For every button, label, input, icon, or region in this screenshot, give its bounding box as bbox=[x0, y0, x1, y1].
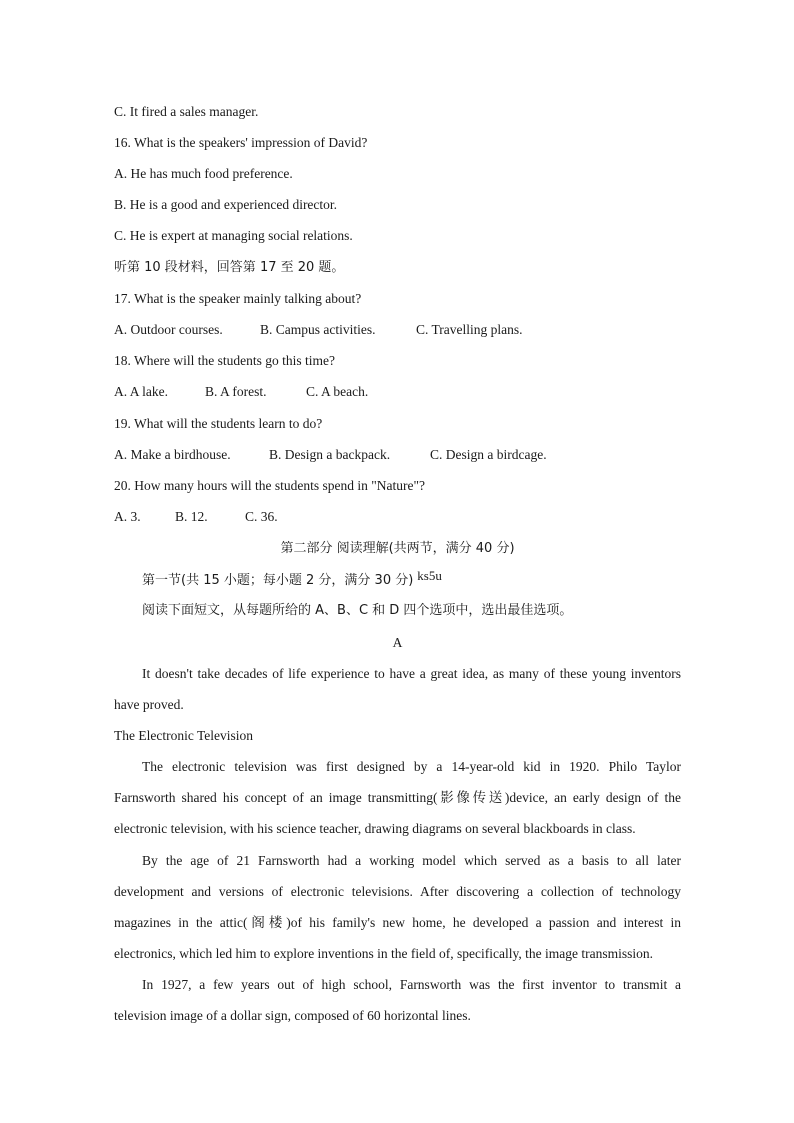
section-one-heading bbox=[142, 568, 442, 590]
passage-intro-line-2: have proved. bbox=[114, 697, 184, 712]
q20-option-b: B. 12. bbox=[175, 509, 208, 524]
passage-intro-line-1: It doesn't take decades of life experience to have a great idea, as many of these young inventors bbox=[142, 666, 681, 681]
paragraph-1-line-1: The electronic television was first designed by a 14-year-old kid in 1920. Philo Taylor bbox=[142, 759, 681, 774]
ks5u-watermark: ks5u bbox=[417, 568, 442, 583]
paragraph-2-line-2: development and versions of electronic televisions. After discovering a collection of technology bbox=[114, 884, 681, 899]
q18-stem: 18. Where will the students go this time? bbox=[114, 353, 335, 368]
q18-option-c: C. A beach. bbox=[306, 384, 369, 399]
paragraph-1-line-2: Farnsworth shared his concept of an image transmitting(影像传送)device, an early design of the bbox=[114, 790, 681, 805]
q16-option-c: C. He is expert at managing social relations. bbox=[114, 228, 353, 243]
q19-stem: 19. What will the students learn to do? bbox=[114, 416, 323, 431]
q20-option-c: C. 36. bbox=[245, 509, 278, 524]
paragraph-1-line-3: electronic television, with his science teacher, drawing diagrams on several blackboards in class. bbox=[114, 821, 636, 836]
q18-option-a: A. A lake. bbox=[114, 384, 168, 399]
q16-option-b: B. He is a good and experienced director. bbox=[114, 197, 338, 212]
q17-option-c: C. Travelling plans. bbox=[416, 322, 523, 337]
paragraph-3-line-2: television image of a dollar sign, composed of 60 horizontal lines. bbox=[114, 1008, 471, 1023]
passage-heading: The Electronic Television bbox=[114, 728, 254, 743]
q17-option-a: A. Outdoor courses. bbox=[114, 322, 223, 337]
passage-label: A bbox=[392, 635, 403, 650]
paragraph-3-line-1: In 1927, a few years out of high school, Farnsworth was the first inventor to transmit a bbox=[142, 977, 681, 992]
section-one-label: 第一节(共 15 小题；每小题 2 分，满分 30 分) bbox=[142, 573, 414, 588]
paragraph-2-line-4: electronics, which led him to explore inventions in the field of, specifically, the image transmission. bbox=[114, 946, 653, 961]
reading-instruction: 阅读下面短文，从每题所给的 A、B、C 和 D 四个选项中，选出最佳选项。 bbox=[142, 603, 573, 618]
q19-option-b: B. Design a backpack. bbox=[269, 447, 391, 462]
q17-option-b: B. Campus activities. bbox=[260, 322, 376, 337]
q20-option-a: A. 3. bbox=[114, 509, 141, 524]
section-10-instruction: 听第 10 段材料，回答第 17 至 20 题。 bbox=[114, 260, 345, 275]
q20-stem: 20. How many hours will the students spend in "Nature"? bbox=[114, 478, 425, 493]
q17-stem: 17. What is the speaker mainly talking about? bbox=[114, 291, 362, 306]
q15-option-c: C. It fired a sales manager. bbox=[114, 104, 259, 119]
q16-stem: 16. What is the speakers' impression of David? bbox=[114, 135, 368, 150]
q19-option-a: A. Make a birdhouse. bbox=[114, 447, 231, 462]
paragraph-2-line-3: magazines in the attic(阁楼)of his family's new home, he developed a passion and interest in bbox=[114, 915, 681, 930]
paragraph-2-line-1: By the age of 21 Farnsworth had a working model which served as a basis to all later bbox=[142, 853, 681, 868]
q16-option-a: A. He has much food preference. bbox=[114, 166, 293, 181]
q18-option-b: B. A forest. bbox=[205, 384, 267, 399]
q19-option-c: C. Design a birdcage. bbox=[430, 447, 547, 462]
part-two-title: 第二部分 阅读理解(共两节，满分 40 分) bbox=[280, 541, 515, 556]
